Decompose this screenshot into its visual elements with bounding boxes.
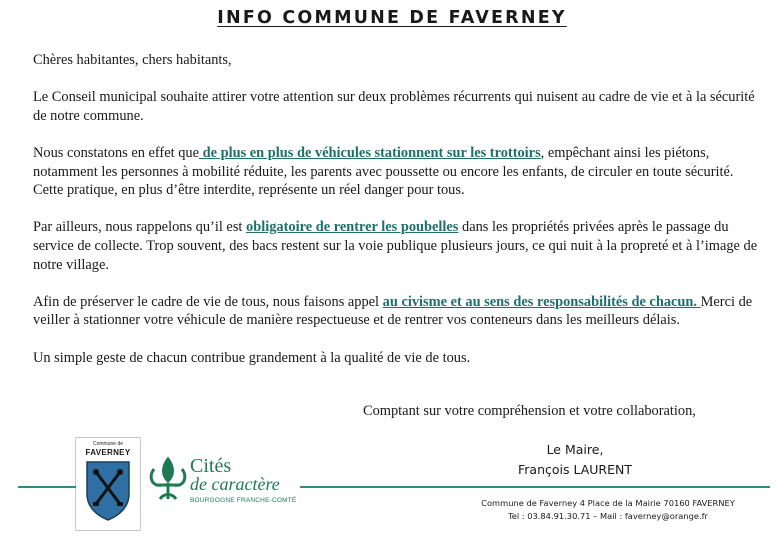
paragraph-text: Nous constatons en effet que <box>33 144 199 161</box>
greeting: Chères habitantes, chers habitants, <box>33 52 232 68</box>
highlight-sidewalk-parking: de plus en plus de véhicules stationnent sur les trottoirs <box>198 144 541 161</box>
paragraph-trash-bins <box>33 218 763 274</box>
paragraph-text: Merci de veiller à stationner votre véhicule de manière respectueuse et de rentrer vos conteneurs dans les meilleurs délais. <box>33 293 753 329</box>
logo-line-1: Cités <box>190 455 232 477</box>
highlight-civic-responsibility: au civisme et au sens des responsabilités de chacun. <box>382 293 701 310</box>
signature-name: François LAURENT <box>517 462 632 477</box>
footer <box>443 497 773 523</box>
paragraph-intro: Le Conseil municipal souhaite attirer votre attention sur deux problèmes récurrents qui nuisent au cadre de vie et à la sécurité de notre commune. <box>33 89 755 124</box>
paragraph-text: , empêchant ainsi les piétons, notamment les personnes à mobilité réduite, les parents avec poussette ou encore les enfants, de circuler en toute sécurité. Cette pratique, en plus d’être interdite, représente un réel danger pour tous. <box>33 144 734 199</box>
commune-crest <box>75 437 141 531</box>
letter-body <box>33 51 763 386</box>
cites-de-caractere-logo <box>148 455 297 517</box>
page-title: INFO COMMUNE DE FAVERNEY <box>217 8 567 28</box>
shield-icon <box>85 460 131 522</box>
paragraph-text: Afin de préserver le cadre de vie de tous, nous faisons appel <box>33 293 383 310</box>
fleur-de-lis-icon <box>148 455 188 503</box>
paragraph-conclusion: Un simple geste de chacun contribue grandement à la qualité de vie de tous. <box>33 349 471 366</box>
logo-region: BOURGOGNE FRANCHE-COMTÉ <box>190 497 297 504</box>
paragraph-civic-appeal <box>33 293 763 330</box>
footer-address: Commune de Faverney 4 Place de la Mairie 70160 FAVERNEY <box>481 498 735 508</box>
footer-contact: Tel : 03.84.91.30.71 – Mail : faverney@orange.fr <box>508 511 708 521</box>
footer-divider-left <box>18 486 76 488</box>
signature-block <box>500 440 650 480</box>
highlight-trash-bins: obligatoire de rentrer les poubelles <box>246 219 459 236</box>
crest-name: FAVERNEY <box>85 448 131 457</box>
signature-role: Le Maire, <box>546 442 604 457</box>
footer-divider <box>300 486 770 488</box>
paragraph-text: Par ailleurs, nous rappelons qu’il est <box>33 219 247 236</box>
paragraph-text: dans les propriétés privées après le passage du service de collecte. Trop souvent, des bacs restent sur la voie publique plusieurs jours, ce qui nuit à la propreté et à l’image de notre village. <box>33 219 758 273</box>
paragraph-sidewalk-parking <box>33 144 763 200</box>
logo-line-2: de caractère <box>190 474 280 494</box>
crest-small-label: Commune de <box>92 441 123 447</box>
closing-line: Comptant sur votre compréhension et votre collaboration, <box>363 403 696 419</box>
